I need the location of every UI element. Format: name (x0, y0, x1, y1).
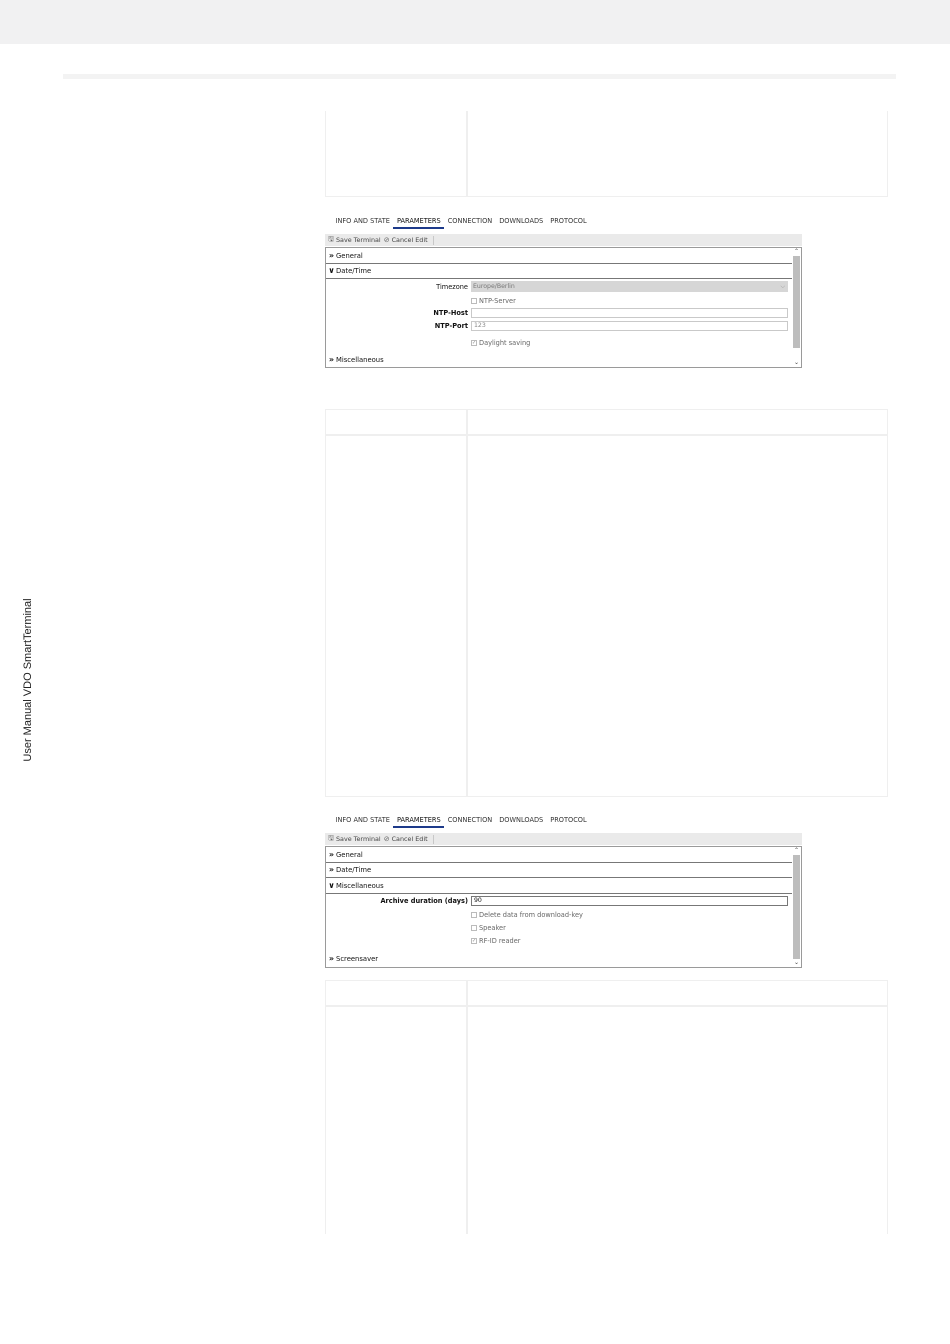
chevron-right-icon: » (328, 355, 335, 364)
ntp-port-input[interactable]: 123 (471, 321, 788, 331)
tab-downloads[interactable]: DOWNLOADS (499, 217, 544, 225)
chevron-down-icon: ∨ (328, 266, 335, 275)
archive-duration-input[interactable]: 90 (471, 896, 788, 906)
timezone-label: Timezone (436, 283, 468, 291)
save-terminal-label: Save Terminal (335, 835, 381, 843)
speaker-label: Speaker (479, 924, 506, 932)
header-divider (63, 74, 896, 79)
tab-bar (332, 814, 590, 828)
daylight-saving-checkbox[interactable] (471, 339, 530, 347)
ntp-host-input[interactable] (471, 308, 788, 318)
tab-protocol[interactable]: PROTOCOL (550, 816, 587, 824)
ntp-host-label: NTP-Host (433, 309, 468, 317)
rfid-reader-label: RF-ID reader (479, 937, 521, 945)
cancel-icon: ⊘ (383, 835, 390, 843)
section-miscellaneous[interactable] (326, 352, 792, 367)
tab-downloads[interactable]: DOWNLOADS (499, 816, 544, 824)
section-miscellaneous-label: Miscellaneous (336, 355, 384, 364)
vertical-scrollbar[interactable] (792, 248, 801, 367)
tab-info-and-state[interactable]: INFO AND STATE (335, 816, 390, 824)
section-screensaver-label: Screensaver (336, 954, 379, 963)
section-general[interactable] (326, 248, 792, 264)
cancel-icon: ⊘ (383, 236, 390, 244)
section-datetime[interactable] (326, 263, 792, 279)
checkbox-icon (471, 298, 477, 304)
daylight-saving-label: Daylight saving (479, 339, 531, 347)
tab-connection[interactable]: CONNECTION (447, 217, 493, 225)
rfid-reader-checkbox[interactable] (471, 937, 521, 945)
screenshot-miscellaneous (325, 814, 802, 969)
save-icon: 🖫 (328, 833, 334, 842)
chevron-right-icon: » (328, 850, 335, 859)
vertical-scrollbar[interactable] (792, 847, 801, 967)
side-document-title: User Manual VDO SmartTerminal (22, 598, 34, 762)
tab-connection[interactable]: CONNECTION (447, 816, 493, 824)
tab-parameters[interactable]: PARAMETERS (393, 814, 444, 828)
scrollbar-thumb[interactable] (793, 855, 800, 959)
section-general[interactable] (326, 847, 792, 863)
chevron-right-icon: » (328, 954, 335, 963)
tab-info-and-state[interactable]: INFO AND STATE (335, 217, 390, 225)
save-terminal-button[interactable] (325, 834, 384, 845)
chevron-right-icon: » (328, 865, 335, 874)
toolbar (325, 833, 802, 845)
page-top-band (0, 0, 950, 44)
parameters-panel (325, 846, 802, 968)
section-screensaver[interactable] (326, 951, 792, 966)
section-miscellaneous[interactable] (326, 878, 792, 894)
table-top (325, 111, 888, 197)
chevron-down-icon: ∨ (328, 881, 335, 890)
tab-parameters[interactable]: PARAMETERS (393, 215, 444, 229)
save-terminal-button[interactable] (325, 235, 384, 246)
archive-duration-label: Archive duration (days) (380, 897, 468, 905)
timezone-value: Europe/Berlin (473, 283, 515, 290)
chevron-down-icon: ⌵ (780, 283, 785, 290)
tab-bar (332, 215, 590, 229)
tab-protocol[interactable]: PROTOCOL (550, 217, 587, 225)
ntp-server-checkbox[interactable] (471, 297, 516, 305)
save-terminal-label: Save Terminal (335, 236, 381, 244)
scrollbar-thumb[interactable] (793, 256, 800, 348)
section-datetime-label: Date/Time (336, 865, 372, 874)
toolbar-separator (433, 835, 434, 844)
section-datetime-label: Date/Time (336, 266, 372, 275)
chevron-right-icon: » (328, 251, 335, 260)
toolbar-separator (433, 236, 434, 245)
cancel-edit-button[interactable] (384, 236, 431, 244)
section-general-label: General (336, 850, 363, 859)
cancel-edit-label: Cancel Edit (391, 835, 428, 843)
scroll-down-icon[interactable]: ⌄ (793, 959, 800, 966)
table-middle (325, 409, 888, 797)
scroll-up-icon[interactable]: ⌃ (793, 847, 800, 854)
scroll-up-icon[interactable]: ⌃ (793, 248, 800, 255)
ntp-server-label: NTP-Server (479, 297, 516, 305)
speaker-checkbox[interactable] (471, 924, 506, 932)
delete-data-label: Delete data from download-key (479, 911, 583, 919)
section-miscellaneous-label: Miscellaneous (336, 881, 384, 890)
ntp-port-label: NTP-Port (434, 322, 468, 330)
cancel-edit-button[interactable] (384, 835, 431, 843)
toolbar (325, 234, 802, 246)
screenshot-datetime (325, 215, 802, 369)
delete-data-checkbox[interactable] (471, 911, 583, 919)
section-datetime[interactable] (326, 862, 792, 878)
checkmark-icon: ✓ (472, 340, 477, 346)
section-general-label: General (336, 251, 363, 260)
timezone-select[interactable] (471, 281, 788, 292)
scroll-down-icon[interactable]: ⌄ (793, 359, 800, 366)
checkmark-icon: ✓ (472, 938, 477, 944)
parameters-panel (325, 247, 802, 368)
save-icon: 🖫 (328, 234, 334, 243)
checkbox-icon (471, 912, 477, 918)
cancel-edit-label: Cancel Edit (391, 236, 428, 244)
table-bottom (325, 980, 888, 1234)
checkbox-icon (471, 925, 477, 931)
